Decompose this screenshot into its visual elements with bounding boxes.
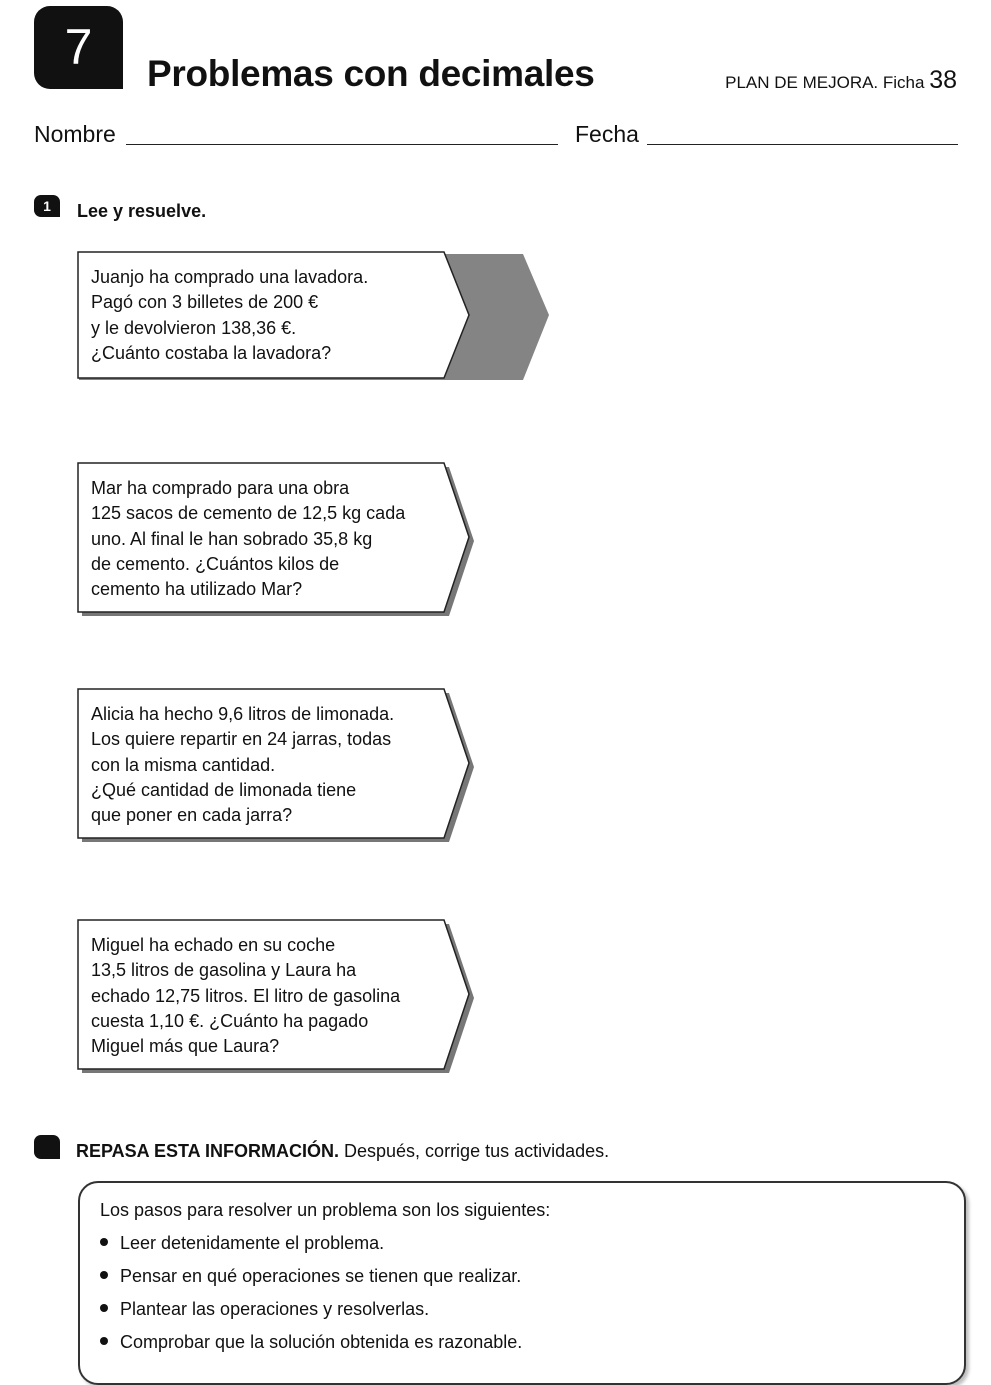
activity-instruction: Lee y resuelve. <box>77 201 207 221</box>
name-label: Nombre <box>34 121 116 147</box>
review-title-bold: REPASA ESTA INFORMACIÓN. <box>76 1141 340 1161</box>
problem-card <box>77 251 472 381</box>
list-item <box>100 1297 522 1330</box>
step-text: Comprobar que la solución obtenida es razonable. <box>120 1332 523 1352</box>
problem-text: Juanjo ha comprado una lavadora. Pagó con 3 billetes de 200 € y le devolvieron 138,36 €. ¿Cuánto costaba la lavadora? <box>91 267 369 363</box>
problem-text: Alicia ha hecho 9,6 litros de limonada. Los quiere repartir en 24 jarras, todas con la misma cantidad. ¿Qué cantidad de limonada tiene que poner en cada jarra? <box>91 704 395 826</box>
bullet-icon <box>100 1337 108 1345</box>
unit-number-badge: 7 <box>34 6 123 89</box>
name-field[interactable] <box>126 144 558 145</box>
review-title <box>76 1141 609 1162</box>
bullet-icon <box>100 1271 108 1279</box>
list-item <box>100 1231 522 1264</box>
review-badge <box>34 1135 60 1159</box>
info-intro: Los pasos para resolver un problema son los siguientes: <box>100 1200 551 1220</box>
date-field[interactable] <box>647 144 958 145</box>
ficha-number: 38 <box>929 66 957 94</box>
bullet-icon <box>100 1304 108 1312</box>
problem-text: Miguel ha echado en su coche 13,5 litros de gasolina y Laura ha echado 12,75 litros. El litro de gasolina cuesta 1,10 €. ¿Cuánto ha pagado Miguel más que Laura? <box>91 935 401 1057</box>
page-title: Problemas con decimales <box>147 53 595 94</box>
problem-card <box>77 462 472 615</box>
problem-card <box>77 919 472 1072</box>
list-item <box>100 1264 522 1297</box>
list-item <box>100 1330 522 1363</box>
ficha-label <box>725 66 957 95</box>
date-label: Fecha <box>575 121 639 147</box>
step-text: Plantear las operaciones y resolverlas. <box>120 1299 430 1319</box>
problem-card <box>77 688 472 841</box>
bullet-icon <box>100 1238 108 1246</box>
step-text: Pensar en qué operaciones se tienen que realizar. <box>120 1266 522 1286</box>
ficha-text: PLAN DE MEJORA. Ficha <box>725 73 925 92</box>
info-box <box>78 1181 966 1385</box>
activity-number-badge: 1 <box>34 195 60 217</box>
step-text: Leer detenidamente el problema. <box>120 1233 385 1253</box>
review-title-rest: Después, corrige tus actividades. <box>339 1141 610 1161</box>
steps-list <box>100 1231 522 1363</box>
problem-text: Mar ha comprado para una obra 125 sacos de cemento de 12,5 kg cada uno. Al final le han sobrado 35,8 kg de cemento. ¿Cuántos kilos de cemento ha utilizado Mar? <box>91 478 406 600</box>
